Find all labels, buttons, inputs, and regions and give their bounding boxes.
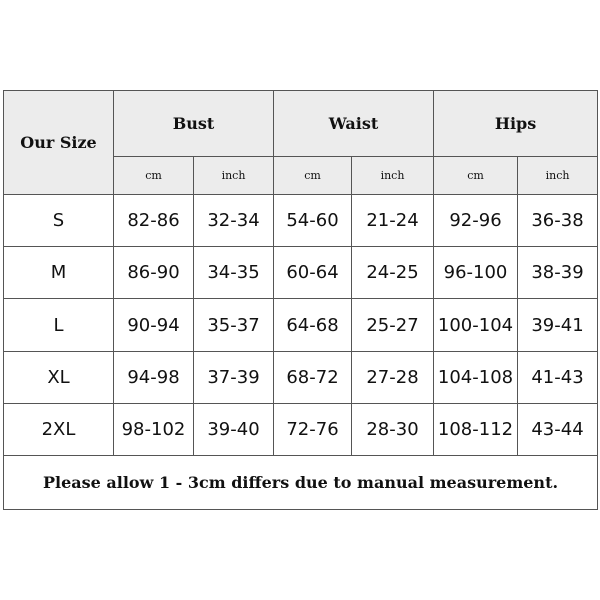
- waist-inch-cell: 28-30: [352, 403, 434, 455]
- table-row: [4, 195, 598, 247]
- hips-cm-cell: 96-100: [434, 247, 518, 299]
- size-chart-table: [3, 90, 598, 510]
- size-label: XL: [4, 351, 114, 403]
- bust-inch-cell: 39-40: [194, 403, 274, 455]
- table-row: [4, 299, 598, 351]
- waist-cm-cell: 54-60: [274, 195, 352, 247]
- hips-cm-unit: cm: [434, 157, 518, 195]
- header-row: [4, 91, 598, 157]
- bust-inch-cell: 32-34: [194, 195, 274, 247]
- hips-cm-cell: 100-104: [434, 299, 518, 351]
- measurement-note: Please allow 1 - 3cm differs due to manual measurement.: [4, 455, 598, 509]
- hips-inch-cell: 41-43: [518, 351, 598, 403]
- hips-inch-cell: 43-44: [518, 403, 598, 455]
- bust-cm-cell: 98-102: [114, 403, 194, 455]
- hips-cm-cell: 108-112: [434, 403, 518, 455]
- waist-cm-cell: 72-76: [274, 403, 352, 455]
- bust-cm-cell: 86-90: [114, 247, 194, 299]
- waist-inch-cell: 25-27: [352, 299, 434, 351]
- hips-inch-cell: 38-39: [518, 247, 598, 299]
- waist-inch-cell: 21-24: [352, 195, 434, 247]
- our-size-header: Our Size: [4, 91, 114, 195]
- waist-inch-unit: inch: [352, 157, 434, 195]
- bust-inch-cell: 37-39: [194, 351, 274, 403]
- bust-inch-cell: 35-37: [194, 299, 274, 351]
- hips-inch-cell: 39-41: [518, 299, 598, 351]
- waist-cm-cell: 68-72: [274, 351, 352, 403]
- bust-cm-cell: 82-86: [114, 195, 194, 247]
- bust-header: Bust: [114, 91, 274, 157]
- waist-cm-unit: cm: [274, 157, 352, 195]
- hips-cm-cell: 92-96: [434, 195, 518, 247]
- bust-inch-cell: 34-35: [194, 247, 274, 299]
- bust-cm-cell: 94-98: [114, 351, 194, 403]
- hips-header: Hips: [434, 91, 598, 157]
- waist-cm-cell: 64-68: [274, 299, 352, 351]
- size-label: M: [4, 247, 114, 299]
- bust-cm-cell: 90-94: [114, 299, 194, 351]
- hips-inch-cell: 36-38: [518, 195, 598, 247]
- size-label: S: [4, 195, 114, 247]
- bust-inch-unit: inch: [194, 157, 274, 195]
- table-row: [4, 247, 598, 299]
- waist-inch-cell: 27-28: [352, 351, 434, 403]
- table-row: [4, 403, 598, 455]
- waist-cm-cell: 60-64: [274, 247, 352, 299]
- size-label: L: [4, 299, 114, 351]
- size-label: 2XL: [4, 403, 114, 455]
- table-row: [4, 351, 598, 403]
- waist-header: Waist: [274, 91, 434, 157]
- waist-inch-cell: 24-25: [352, 247, 434, 299]
- hips-inch-unit: inch: [518, 157, 598, 195]
- hips-cm-cell: 104-108: [434, 351, 518, 403]
- bust-cm-unit: cm: [114, 157, 194, 195]
- note-row: [4, 455, 598, 509]
